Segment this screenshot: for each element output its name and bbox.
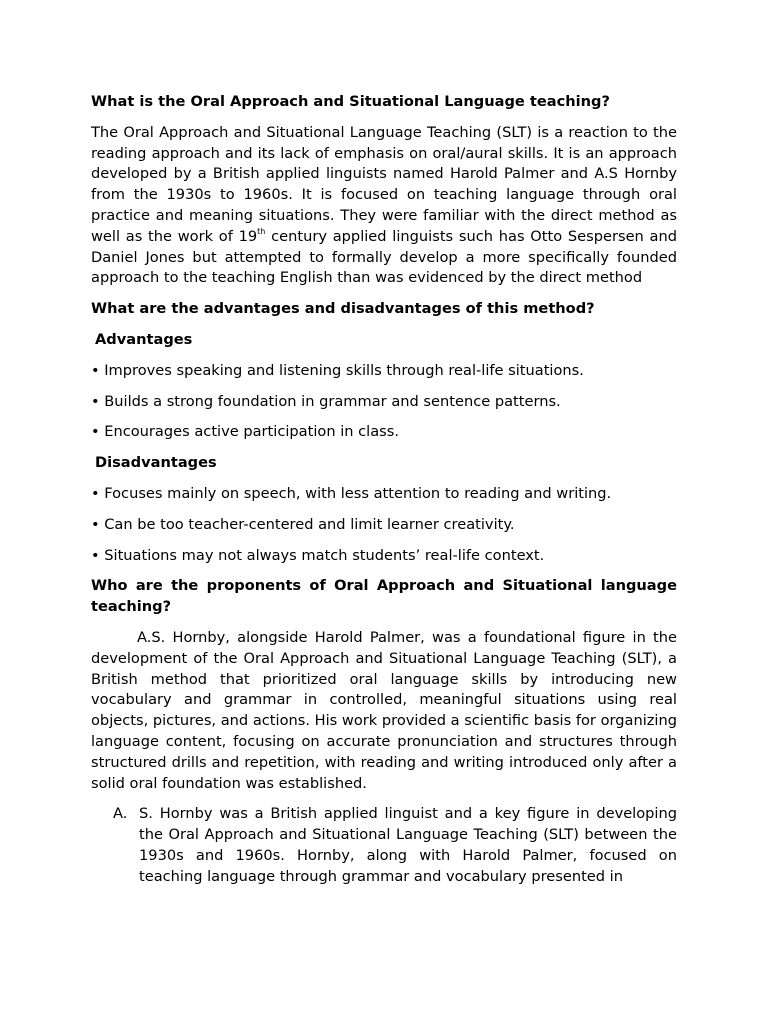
section-heading-oral-approach: What is the Oral Approach and Situational Language teaching?: [91, 93, 610, 110]
subheading-advantages: Advantages: [95, 330, 193, 348]
paragraph-hornby-palmer: A.S. Hornby, alongside Harold Palmer, was a foundational figure in the development of the Oral Approach and Situational Language Teaching (SLT), a British method that prioritized oral language skills by introducing new vocabulary and grammar in controlled, meaningful situations using real objects, pictures, and actions. His work provided a scientific basis for organizing language content, focusing on accurate pronunciation and structures through structured drills and repetition, with reading and writing introduced only after a solid oral foundation was established.: [91, 628, 677, 792]
paragraph-text-continued: century applied linguists such has Otto Sespersen and Daniel Jones but attempted to formally develop a more specifically founded approach to the teaching English than was evidenced by the direct method: [91, 227, 677, 287]
disadvantage-item: • Can be too teacher-centered and limit learner creativity.: [91, 515, 515, 533]
subheading-disadvantages: Disadvantages: [95, 454, 217, 472]
paragraph-oral-approach-definition: [91, 123, 677, 289]
list-marker: A.: [113, 805, 128, 823]
advantage-item: • Improves speaking and listening skills through real-life situations.: [91, 361, 584, 379]
disadvantage-item: • Focuses mainly on speech, with less attention to reading and writing.: [91, 484, 612, 502]
section-heading-proponents: Who are the proponents of Oral Approach and Situational language teaching?: [91, 577, 677, 616]
section-heading-advantages-disadvantages: What are the advantages and disadvantages of this method?: [91, 300, 595, 318]
list-item-hornby: [91, 804, 677, 887]
disadvantage-item: • Situations may not always match students’ real-life context.: [91, 546, 545, 564]
list-item-text: S. Hornby was a British applied linguist and a key figure in developing the Oral Approach and Situational Language Teaching (SLT) between the 1930s and 1960s. Hornby, along with Harold Palmer, focused on teaching language through grammar and vocabulary presented in: [139, 805, 677, 885]
advantage-item: • Builds a strong foundation in grammar and sentence patterns.: [91, 392, 561, 410]
advantage-item: • Encourages active participation in class.: [91, 423, 400, 441]
superscript-ordinal: th: [257, 226, 266, 236]
document-body: [91, 92, 677, 888]
paragraph-text: The Oral Approach and Situational Language Teaching (SLT) is a reaction to the reading approach and its lack of emphasis on oral/aural skills. It is an approach developed by a British applied linguists named Harold Palmer and A.S Hornby from the 1930s to 1960s. It is focused on teaching language through oral practice and meaning situations. They were familiar with the direct method as well as the work of 19: [91, 123, 677, 245]
